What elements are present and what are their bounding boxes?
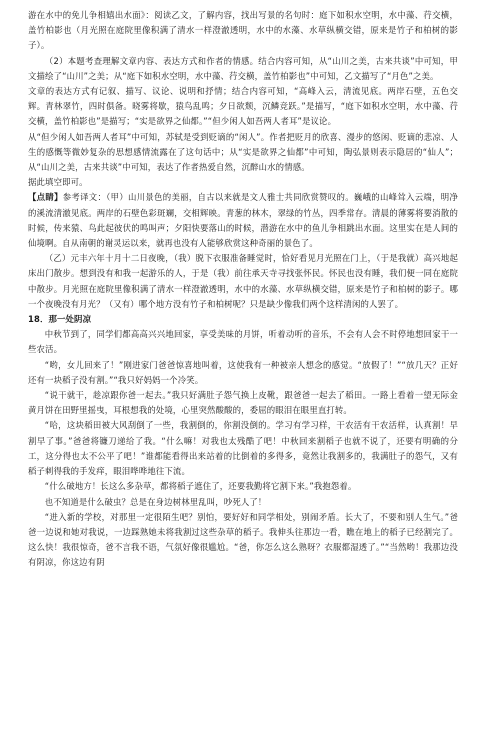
paragraph-1: 游在水中的免儿争相嬉出水面》：阅读乙文，了解内容，找出写景的名句时：庭下如积水空明，水中藻、荇交横，盖竹柏影也（月光照在庭院里像积满了清水一样澄澈透明，水中的水藻、水草纵横交错，原来是竹子和柏树的影子）。 xyxy=(28,10,458,51)
story-paragraph-1: 中秋节到了，同学们都高高兴兴地回家，享受美味的月饼，听着动听的音乐，不会有人会不时停地想回家干一些农活。 xyxy=(28,329,458,355)
story-paragraph-4: “哈，这块稻田被大风刮倒了一些，我割倒的，你割没倒的。学习有学习样，干农活有干农活样，认真割！早割早了事。”爸爸将镰刀递给了我。“什么嘛！对我也太残酷了吧！中秋回来割稻子也就不说了，还要有明确的分工，这分得也太不公平了吧！”谁都能看得出来站着的比倒着的多得多，竟然让我割多的，我满肚子的怨气，又有稻子刺得我的手发痒，眼泪哗哗地往下流。 xyxy=(28,420,458,477)
question-heading: 18．那一处阴凉 xyxy=(28,314,92,325)
paragraph-6-text: 参考译文：（甲）山川景色的美丽，自古以来就是文人雅士共同欣赏赞叹的。巍峨的山峰耸入云端，明净的溪流清澈见底。两岸的石壁色彩斑斓，交相辉映。青葱的林木，翠绿的竹丛，四季常存。清晨的薄雾将要消散的时候，传来猿、鸟此起彼伏的鸣叫声；夕阳快要落山的时候，潜游在水中的鱼儿争相跳出水面。这里实在是人间的仙境啊。自从南朝的谢灵运以来，就再也没有人能够欣赏这种奇丽的景色了。 xyxy=(28,192,458,249)
story-paragraph-5: “什么破地方！长这么多杂草，都将稻子遮住了，还要我勤将它割下来。”我抱怨着。 xyxy=(44,481,357,492)
paragraph-6 xyxy=(28,190,458,251)
paragraph-3: 文章的表达方式有记叙、描写、议论、说明和抒情；结合内容可知，“高峰入云，清流见底。两岸石壁，五色交辉。青林翠竹，四时俱备。晓雾将歇，猿鸟乱鸣；夕日欲颓，沉鳞竞跃。”是描写，“庭下如积水空明，水中藻、荇交横，盖竹柏影也”是描写；“实是欲界之仙都。”“但少闲人如吾两人者耳”是议论。 xyxy=(28,86,458,127)
story-paragraph-2: “哟，女儿回来了！”刚进家门爸爸惊喜地叫着，这使我有一种被亲人想念的感觉。“放假了！”“放几天？正好还有一块稻子没有割。”“我只好妈妈一个冷笑。 xyxy=(28,359,458,385)
story-paragraph-6: 也不知道是什么破虫？总是在身边树林里乱叫，吵死人了！ xyxy=(44,496,267,507)
paragraph-5: 据此填空即可。 xyxy=(28,177,88,188)
paragraph-4: 从“但少闲人如吾两人者耳”中可知，苏轼是受到贬谪的“闲人”。作者把贬月的欣喜、漫步的悠闲、贬谪的悲凉、人生的感慨等微妙复杂的思想感情流露在了这句话中；从“实是欲界之仙都”中可知，陶弘景则表示隐居的“仙人”；从“山川之美，古来共谈”中可知，表达了作者热爱自然，沉醉山水的情感。 xyxy=(28,131,458,173)
paragraph-2: （2）本题考查理解文章内容、表达方式和作者的情感。结合内容可知，从“山川之美，古来共谈”中可知，甲文描绘了“山川”之美；从“庭下如积水空明，水中藻、荇交横，盖竹柏影也”中可知，乙文描写了“月色”之美。 xyxy=(28,55,458,81)
story-paragraph-7: “进入新的学校，对那里一定很陌生吧？别怕，要好好和同学相处，别闹矛盾。长大了，不要和别人生气。”爸爸一边说和她对我说，一边踩熟她未将我割过这些杂草的稻子。我伸头往那边一看，瞧在地上的稻子已经割完了。这么快！我很惊奇，爸不言我不语，气氛好像很尴尬。“爸，你怎么这么熟呀？衣服都湿透了。”“当然哟！我那边没有阴凉，你这边有阴 xyxy=(28,511,458,568)
dianjing-tag: 【点睛】 xyxy=(28,192,63,203)
paragraph-7: （乙）元丰六年十月十二日夜晚，（我）脱下衣服准备睡觉时，恰好看见月光照在门上，（于是我就）高兴地起床出门散步。想到没有和我一起游乐的人，于是（我）前往承天寺寻找张怀民。怀民也没有睡，我们便一同在庭院中散步。月光照在庭院里像积满了清水一样澄澈透明，水中的水藻、水草纵横交错，原来是竹子和柏树的影子。哪一个夜晚没有月光？（又有）哪个地方没有竹子和柏树呢？只是缺少像我们两个这样清闲的人罢了。 xyxy=(28,253,458,309)
document-page xyxy=(28,8,458,571)
story-paragraph-3: “说干就干，趁凉跟你爸一起去。”我只好满肚子怨气换上皮靴，跟爸爸一起去了稻田。一路上看着一望无际金黄月饼在田野里摇曳，耳根想我的处境，心里突然酸酸的，委屈的眼泪在眼里直打转。 xyxy=(28,390,458,416)
